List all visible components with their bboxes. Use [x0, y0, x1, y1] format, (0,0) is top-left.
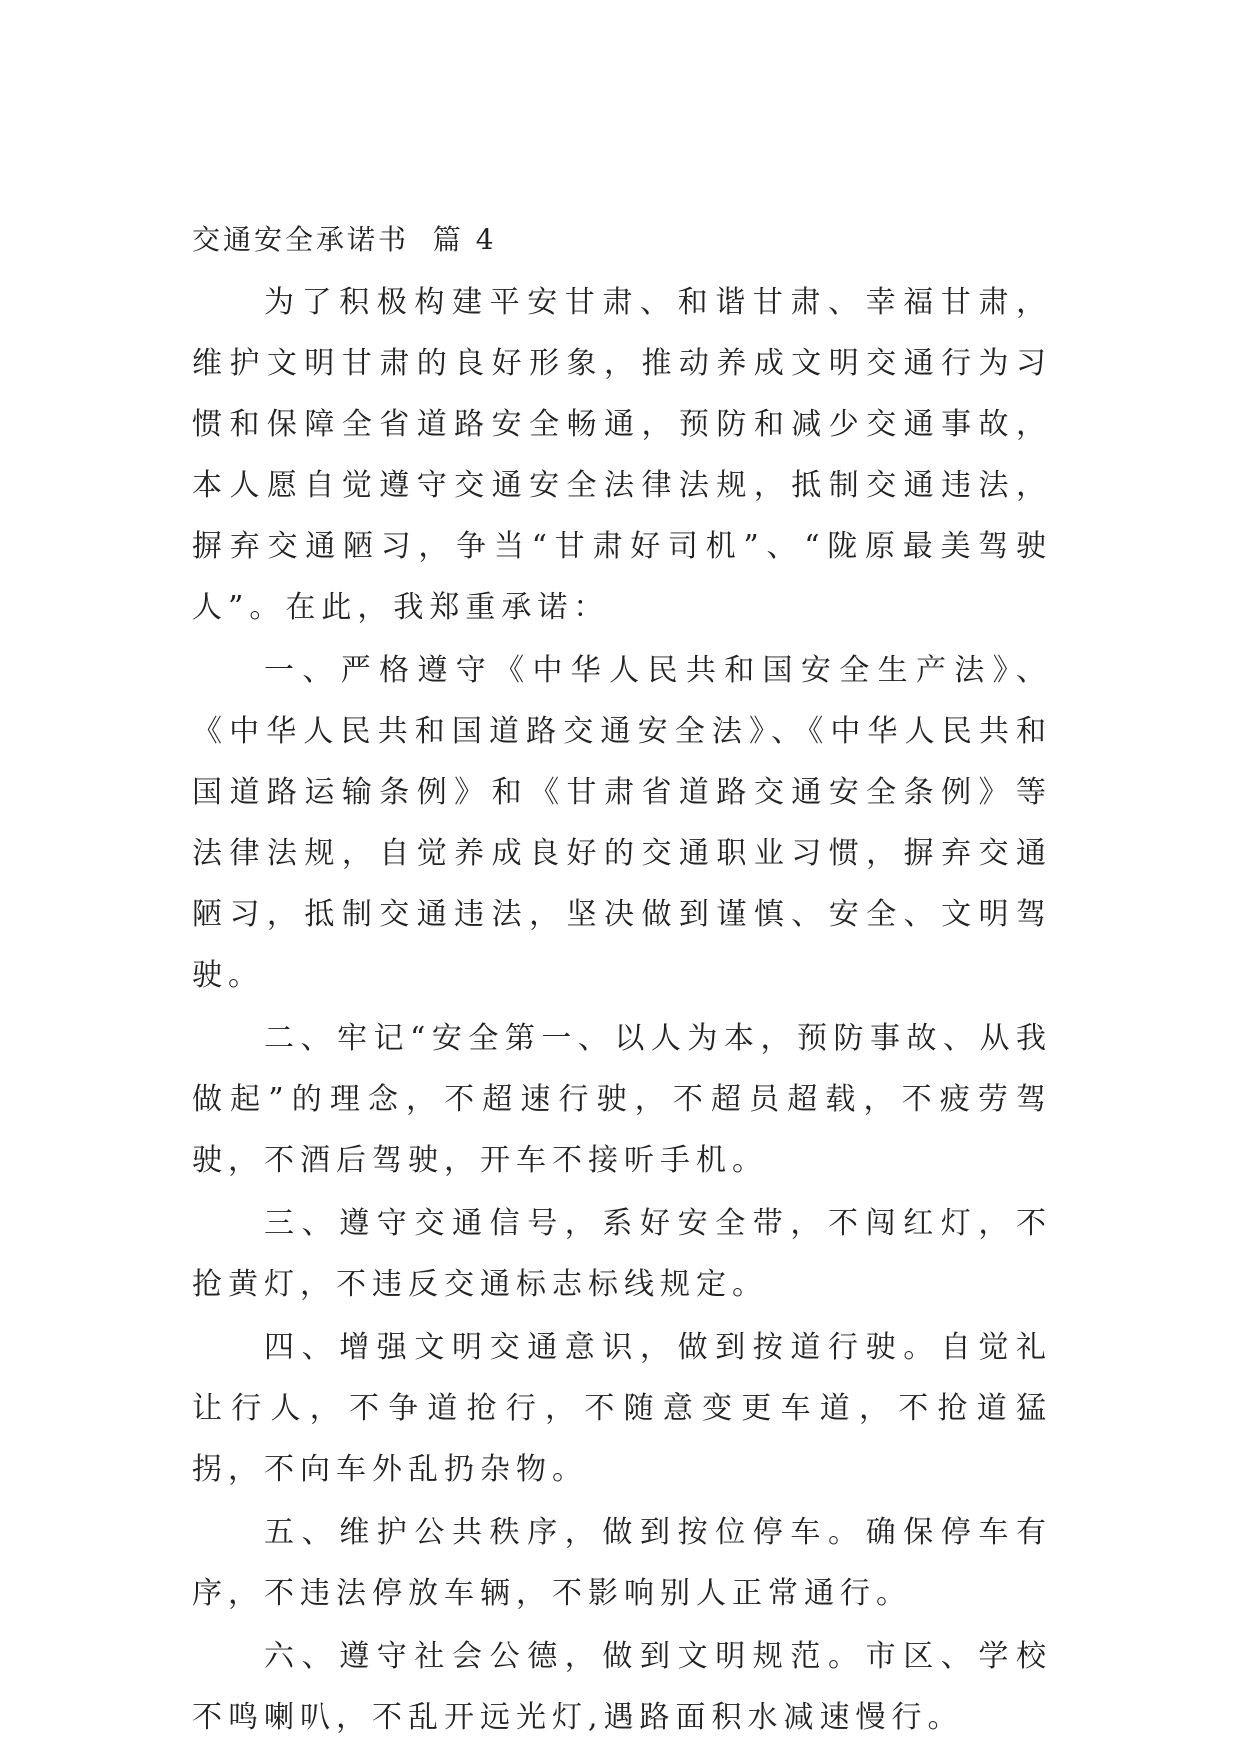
intro-paragraph: 为了积极构建平安甘肃、和谐甘肃、幸福甘肃，维护文明甘肃的良好形象，推动养成文明交通行为习惯和保障全省道路安全畅通，预防和减少交通事故，本人愿自觉遵守交通安全法律法规，抵制交通违法，摒弃交通陋习，争当“甘肃好司机”、“陇原最美驾驶人”。在此，我郑重承诺： — [192, 285, 1052, 625]
commitment-paragraph-4: 四、增强文明交通意识，做到按道行驶。自觉礼让行人，不争道抢行，不随意变更车道，不抢道猛拐，不向车外乱扔杂物。 — [192, 1330, 1052, 1487]
commitment-paragraph-3: 三、遵守交通信号，系好安全带，不闯红灯，不抢黄灯，不违反交通标志标线规定。 — [192, 1206, 1052, 1302]
commitment-paragraph-6: 六、遵守社会公德，做到文明规范。市区、学校不鸣喇叭，不乱开远光灯,遇路面积水减速慢行。 — [192, 1639, 1052, 1735]
commitment-paragraph-5: 五、维护公共秩序，做到按位停车。确保停车有序，不违法停放车辆，不影响别人正常通行。 — [192, 1515, 1052, 1611]
commitment-paragraph-1: 一、严格遵守《中华人民共和国安全生产法》、《中华人民共和国道路交通安全法》、《中华人民共和国道路运输条例》和《甘肃省道路交通安全条例》等法律法规，自觉养成良好的交通职业习惯，摒弃交通陋习，抵制交通违法，坚决做到谨慎、安全、文明驾驶。 — [192, 653, 1052, 993]
document-body — [192, 216, 1052, 1750]
document-title: 交通安全承诺书 篇 4 — [192, 223, 497, 256]
commitment-paragraph-2: 二、牢记“安全第一、以人为本，预防事故、从我做起”的理念，不超速行驶，不超员超载，不疲劳驾驶，不酒后驾驶，开车不接听手机。 — [192, 1021, 1052, 1178]
